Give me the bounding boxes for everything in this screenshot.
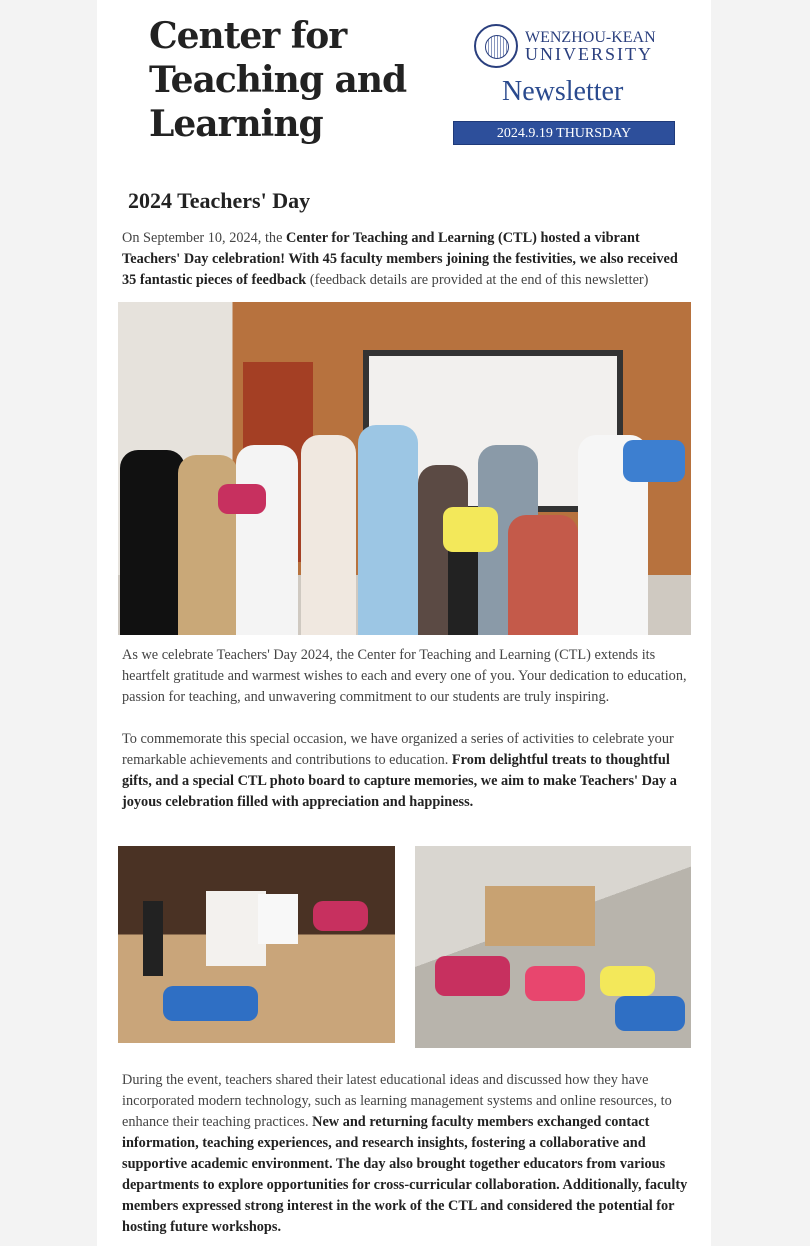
photo-person [301,435,356,635]
photo-bottle [143,901,163,976]
title-line: Teaching and [149,59,407,101]
photo-board-props [415,846,691,1048]
photo-sign [435,956,510,996]
photo-person [508,515,578,635]
photo-person [120,450,185,635]
university-name-line1: WENZHOU-KEAN [525,29,656,46]
title-line: Learning [149,103,323,145]
intro-text: On September 10, 2024, the [122,230,286,246]
photo-podium [485,886,595,946]
activities-paragraph [122,729,692,813]
gratitude-paragraph: As we celebrate Teachers' Day 2024, the Center for Teaching and Learning (CTL) extends its heartfelt gratitude and warmest wishes to each and every one of you. Your dedication to education, passion for teaching, and unwavering commitment to our students are truly inspiring. [122,647,687,705]
photo-sign [218,484,266,514]
photo-sign [623,440,685,482]
photo-person [358,425,418,635]
photo-box [206,891,266,966]
photo-sign [443,507,498,552]
issue-date: 2024.9.19 THURSDAY [453,121,675,145]
event-paragraph [122,1070,692,1238]
photo-sign [313,901,368,931]
university-name-line2: UNIVERSITY [525,44,653,64]
intro-bold: Center for Teaching and Learning (CTL) hosted a vibrant Teachers' Day celebration! With 45 faculty members joining the festivities, we also received 35 fantastic pieces of feedback [122,230,678,288]
photo-person [236,445,298,635]
intro-text-end: (feedback details are provided at the end of this newsletter) [306,272,649,288]
event-text: During the event, teachers shared their latest educational ideas and discussed how they have incorporated modern technology, such as learning management systems and online resources, to enhance their teaching practices. [122,1072,672,1130]
photo-sign [615,996,685,1031]
event-bold: New and returning faculty members exchanged contact information, teaching experiences, and research insights, fostering a collaborative and supportive academic environment. The day also brought together educators from various departments to explore opportunities for cross-curricular collaboration. Additionally, faculty members expressed strong interest in the work of the CTL and considered the potential for hosting future workshops. [122,1114,688,1235]
title-line: Center for [149,15,347,57]
photo-sign [525,966,585,1001]
university-seal-icon [474,24,518,68]
photo-box [258,894,298,944]
photo-sign [600,966,655,996]
newsletter-label: Newsletter [502,76,624,107]
treats-photo [118,846,395,1043]
activities-text: To commemorate this special occasion, we have organized a series of activities to celebrate your remarkable achievements and contributions to education. [122,731,674,768]
activities-bold: From delightful treats to thoughtful gifts, and a special CTL photo board to capture memories, we aim to make Teachers' Day a joyous celebration filled with appreciation and happiness. [122,752,677,810]
wku-logo [474,24,656,68]
newsletter-page [97,0,711,1246]
photo-person [178,455,238,635]
group-photo [118,302,691,635]
article-heading: 2024 Teachers' Day [128,188,311,213]
photo-sign [163,986,258,1021]
intro-paragraph [122,228,692,291]
ctl-title [149,14,406,146]
